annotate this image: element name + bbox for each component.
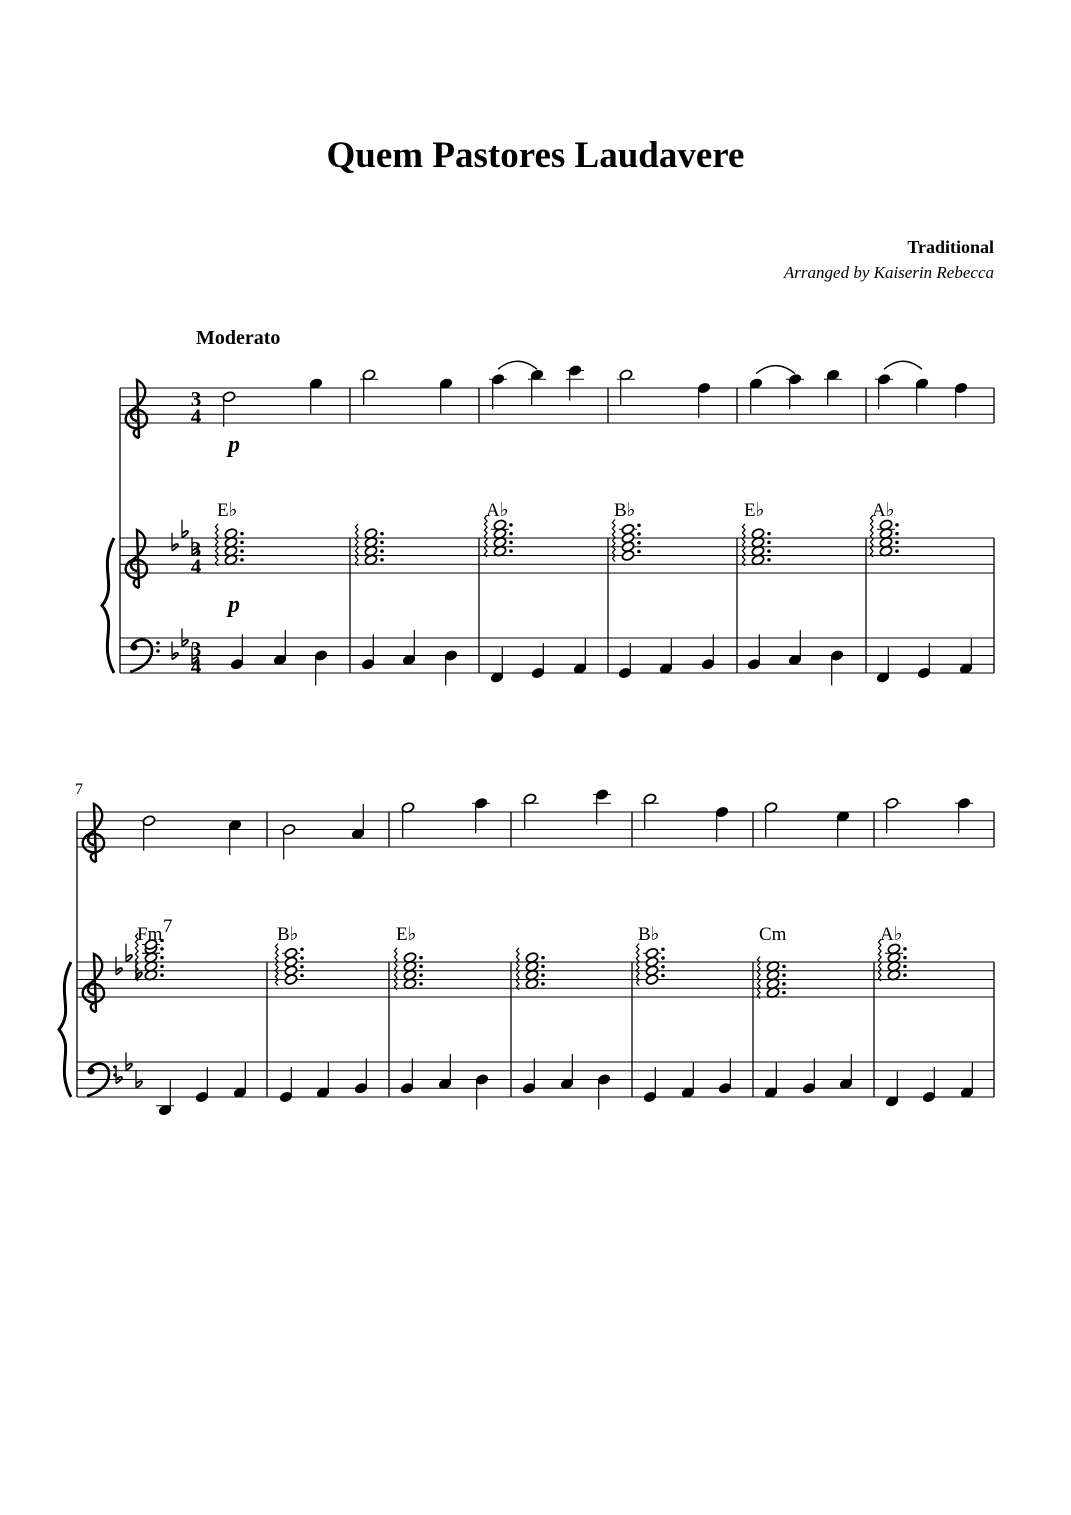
augmentation-dot [160, 973, 164, 977]
arranger: Arranged by Kaiserin Rebecca [783, 263, 994, 282]
piano-brace-icon [102, 538, 114, 673]
augmentation-dot [380, 549, 384, 553]
augmentation-dot [895, 523, 899, 527]
bass-clef-icon [156, 641, 160, 645]
chord-superscript: 7 [163, 916, 173, 937]
flat-icon [182, 531, 188, 538]
augmentation-dot [661, 956, 665, 960]
note-head [621, 523, 635, 535]
augmentation-dot [541, 956, 545, 960]
augmentation-dot [300, 956, 304, 960]
arpeggio-icon [485, 515, 488, 557]
augmentation-dot [541, 982, 545, 986]
treble-clef-icon [83, 954, 104, 1012]
tempo-marking: Moderato [196, 327, 281, 349]
augmentation-dot [767, 549, 771, 553]
flat-icon [136, 1081, 142, 1088]
chord-symbol: E♭ [396, 924, 417, 945]
augmentation-dot [782, 965, 786, 969]
treble-clef-icon [126, 380, 147, 438]
arpeggio-icon [871, 515, 874, 557]
augmentation-dot [240, 549, 244, 553]
arpeggio-icon [879, 939, 882, 981]
flat-icon [182, 640, 188, 647]
augmentation-dot [160, 947, 164, 951]
composer: Traditional [907, 237, 994, 257]
augmentation-dot [541, 973, 545, 977]
arpeggio-icon [395, 948, 398, 990]
chord-symbol: B♭ [614, 500, 636, 521]
chord-symbol: A♭ [880, 924, 903, 945]
augmentation-dot [637, 523, 641, 527]
augmentation-dot [509, 532, 513, 536]
augmentation-dot [637, 541, 641, 545]
time-signature-top: 3 [190, 537, 202, 561]
augmentation-dot [160, 965, 164, 969]
augmentation-dot [300, 974, 304, 978]
augmentation-dot [895, 541, 899, 545]
augmentation-dot [782, 973, 786, 977]
note-head [284, 947, 298, 959]
bass-clef-icon [87, 1067, 94, 1074]
arpeggio-icon [216, 524, 219, 566]
augmentation-dot [300, 947, 304, 951]
measure-number: 7 [75, 781, 83, 798]
augmentation-dot [509, 549, 513, 553]
treble-clef-icon [83, 804, 104, 862]
flat-icon [126, 1064, 132, 1071]
chord-symbol: B♭ [638, 924, 660, 945]
augmentation-dot [240, 541, 244, 545]
augmentation-dot [895, 549, 899, 553]
augmentation-dot [895, 532, 899, 536]
augmentation-dot [767, 541, 771, 545]
augmentation-dot [380, 532, 384, 536]
augmentation-dot [419, 956, 423, 960]
augmentation-dot [661, 965, 665, 969]
augmentation-dot [419, 982, 423, 986]
dynamic-marking: p [228, 592, 240, 618]
flat-icon [172, 653, 178, 660]
piano-brace-icon [59, 962, 71, 1097]
time-signature-bottom: 4 [190, 554, 202, 579]
treble-clef-icon [126, 530, 147, 588]
augmentation-dot [380, 558, 384, 562]
chord-symbol: Fm [137, 924, 163, 945]
chord-symbol: Cm [759, 924, 787, 945]
note-head [645, 947, 659, 959]
chord-symbol: A♭ [486, 500, 509, 521]
augmentation-dot [637, 532, 641, 536]
time-signature-top: 3 [190, 387, 202, 411]
augmentation-dot [419, 965, 423, 969]
flat-icon [116, 968, 122, 975]
augmentation-dot [240, 532, 244, 536]
augmentation-dot [782, 991, 786, 995]
augmentation-dot [767, 558, 771, 562]
augmentation-dot [903, 965, 907, 969]
time-signature-top: 3 [190, 637, 202, 661]
score-title: Quem Pastores Laudavere [326, 135, 745, 176]
arpeggio-icon [517, 948, 520, 990]
dynamic-marking: p [228, 432, 240, 458]
augmentation-dot [160, 956, 164, 960]
augmentation-dot [509, 523, 513, 527]
augmentation-dot [240, 558, 244, 562]
arpeggio-icon [356, 524, 359, 566]
augmentation-dot [300, 965, 304, 969]
bass-clef-icon [130, 643, 137, 650]
chord-symbol: A♭ [872, 500, 895, 521]
slur [884, 361, 922, 369]
arpeggio-icon [758, 957, 761, 999]
augmentation-dot [380, 541, 384, 545]
augmentation-dot [661, 947, 665, 951]
augmentation-dot [903, 947, 907, 951]
augmentation-dot [903, 973, 907, 977]
augmentation-dot [903, 956, 907, 960]
augmentation-dot [661, 974, 665, 978]
augmentation-dot [419, 973, 423, 977]
augmentation-dot [782, 982, 786, 986]
chord-symbol: B♭ [277, 924, 299, 945]
augmentation-dot [767, 532, 771, 536]
bass-clef-icon [156, 649, 160, 653]
augmentation-dot [637, 550, 641, 554]
arpeggio-icon [743, 524, 746, 566]
augmentation-dot [541, 965, 545, 969]
flat-icon [172, 544, 178, 551]
slur [498, 361, 537, 369]
flat-icon [126, 955, 132, 962]
time-signature-bottom: 4 [190, 654, 202, 679]
time-signature-bottom: 4 [190, 404, 202, 429]
augmentation-dot [509, 541, 513, 545]
slur [756, 366, 795, 374]
flat-icon [116, 1077, 122, 1084]
chord-symbol: E♭ [744, 500, 765, 521]
chord-symbol: E♭ [217, 500, 238, 521]
